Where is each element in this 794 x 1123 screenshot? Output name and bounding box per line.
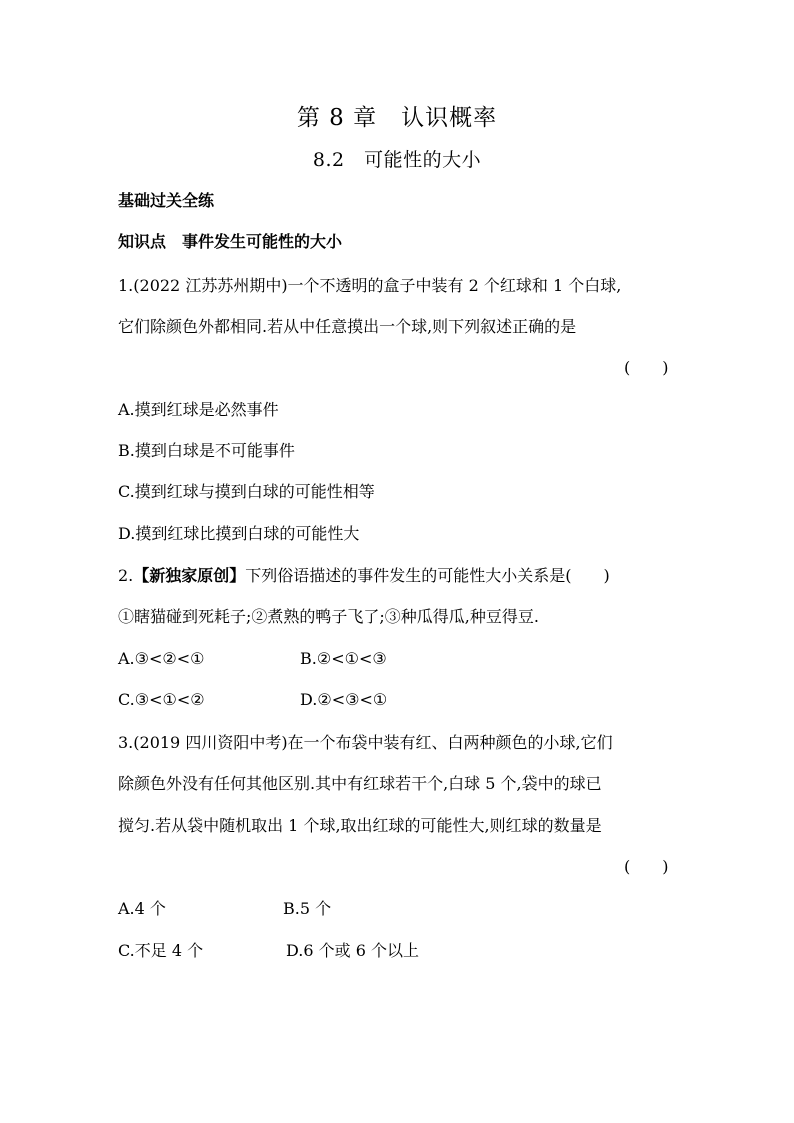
option-3-a: A.4 个: [118, 899, 166, 918]
option-2-d: D.②<③<①: [300, 690, 388, 709]
answer-bracket-1: ( ): [624, 358, 669, 377]
option-3-b: B.5 个: [283, 899, 332, 918]
option-2-c: C.③<①<②: [118, 690, 205, 709]
question-2-text: 下列俗语描述的事件发生的可能性大小关系是( ): [245, 566, 610, 585]
option-2-b: B.②<①<③: [300, 649, 387, 668]
option-1-d: D.摸到红球比摸到白球的可能性大: [118, 524, 360, 543]
question-2-sub: ①瞎猫碰到死耗子;②煮熟的鸭子飞了;③种瓜得瓜,种豆得豆.: [118, 607, 539, 626]
question-3-line-3: 搅匀.若从袋中随机取出 1 个球,取出红球的可能性大,则红球的数量是: [118, 816, 602, 835]
question-1-line-2: 它们除颜色外都相同.若从中任意摸出一个球,则下列叙述正确的是: [118, 317, 577, 336]
option-3-d: D.6 个或 6 个以上: [286, 941, 419, 960]
option-2-a: A.③<②<①: [118, 649, 205, 668]
section-title: 8.2 可能性的大小: [312, 149, 482, 171]
knowledge-point-heading: 知识点 事件发生可能性的大小: [118, 232, 343, 251]
option-1-b: B.摸到白球是不可能事件: [118, 441, 295, 460]
question-2-number: 2.: [118, 566, 134, 585]
question-1-line-1: 1.(2022 江苏苏州期中)一个不透明的盒子中装有 2 个红球和 1 个白球,: [118, 276, 622, 295]
question-2-tag: 【新独家原创】: [133, 566, 246, 585]
option-3-c: C.不足 4 个: [118, 941, 204, 960]
option-1-a: A.摸到红球是必然事件: [118, 400, 279, 419]
option-1-c: C.摸到红球与摸到白球的可能性相等: [118, 482, 375, 501]
question-3-line-2: 除颜色外没有任何其他区别.其中有红球若干个,白球 5 个,袋中的球已: [118, 774, 602, 793]
practice-label: 基础过关全练: [118, 191, 215, 210]
chapter-title: 第 8 章 认识概率: [296, 105, 498, 131]
answer-bracket-3: ( ): [624, 857, 669, 876]
question-3-line-1: 3.(2019 四川资阳中考)在一个布袋中装有红、白两种颜色的小球,它们: [118, 733, 613, 752]
question-2-stem: [118, 566, 610, 586]
